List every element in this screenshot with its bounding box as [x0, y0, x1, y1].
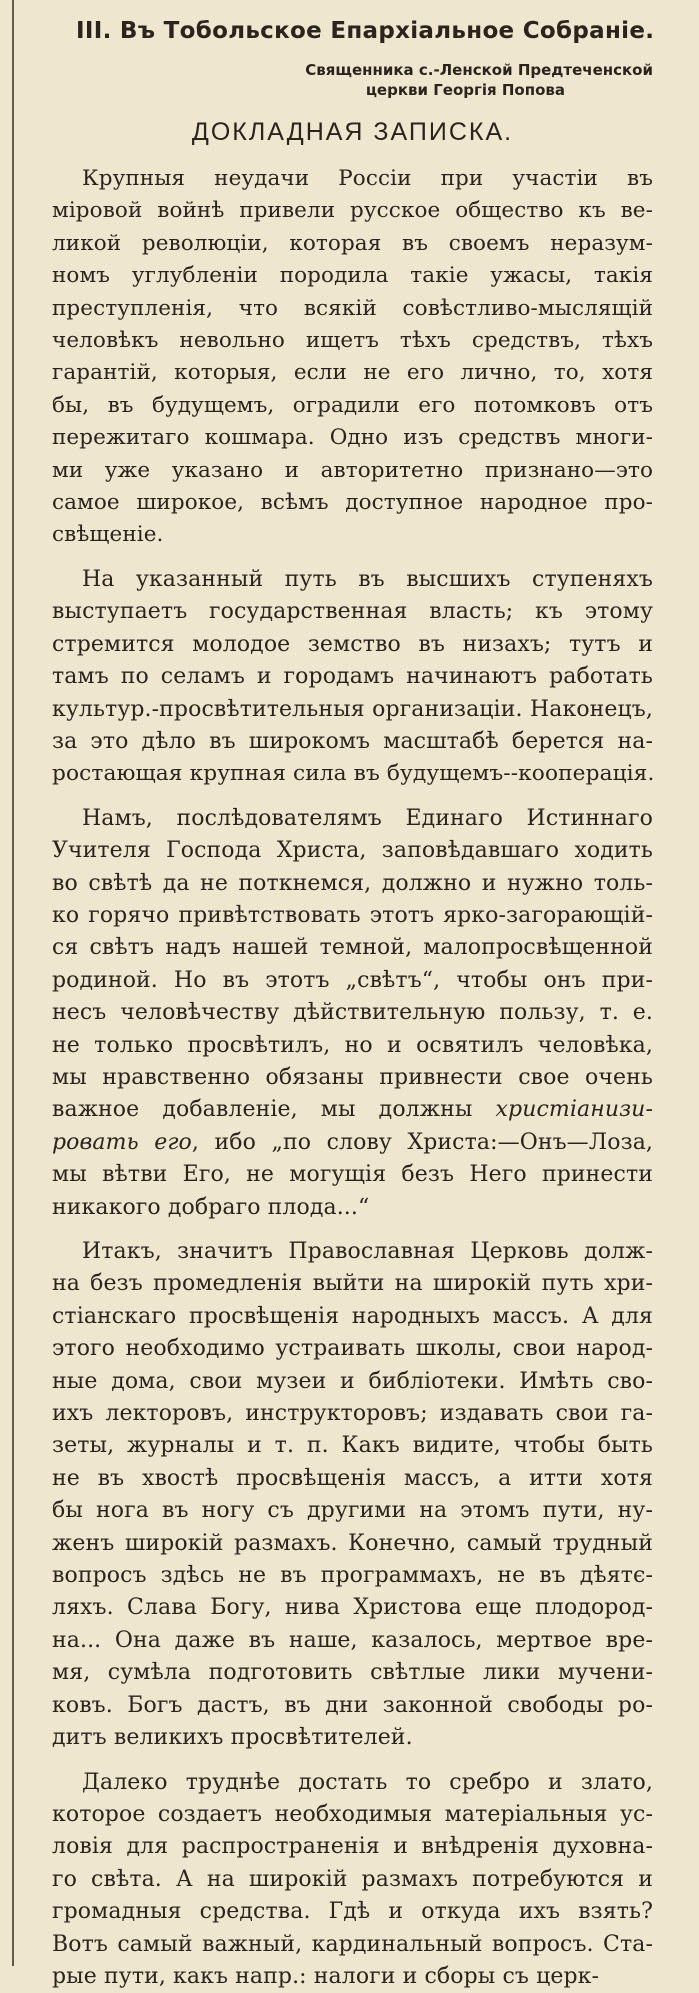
text-line: самое широкое, всѣмъ доступное народное про-: [52, 487, 653, 519]
text-line: бы нога въ ногу съ другими на этомъ пути, ну-: [52, 1495, 653, 1527]
text-line: рые пути, какъ напр.: налоги и сборы съ церк-: [52, 1961, 653, 1993]
text-line: На указанный путь въ высшихъ ступеняхъ: [52, 564, 653, 596]
text-line: мы нравственно обязаны привнести свое очень: [52, 1062, 653, 1094]
emphasis: ровать его: [52, 1130, 192, 1155]
paragraph: [52, 803, 653, 1224]
paragraph: [52, 1236, 653, 1755]
text-line: преступленія, что всякій совѣстливо-мыслящій: [52, 293, 653, 325]
text-line: Учителя Господа Христа, заповѣдавшаго ходить: [52, 835, 653, 867]
text-line: міровой войнѣ привели русское общество къ ве-: [52, 195, 653, 227]
text-line: женъ широкій размахъ. Конечно, самый трудный: [52, 1528, 653, 1560]
text-line: вопросъ здѣсь не въ программахъ, не въ дѣятє-: [52, 1560, 653, 1592]
text-line: никакого добраго плода...“: [52, 1192, 653, 1224]
text-line: пережитаго кошмара. Одно изъ средствъ многи-: [52, 422, 653, 454]
text-line: ми уже указано и авторитетно признано—это: [52, 455, 653, 487]
text-line: культур.-просвѣтительныя организаціи. Наконецъ,: [52, 694, 653, 726]
text-line: Далеко труднѣе достать то сребро и злато,: [52, 1767, 653, 1799]
text-line: ляхъ. Слава Богу, нива Христова еще плодород-: [52, 1592, 653, 1624]
text-line: важное добавленіе, мы должны христіанизи-: [52, 1094, 653, 1126]
text-line: ковъ. Богъ дастъ, въ дни законной свободы ро-: [52, 1690, 653, 1722]
text-line: номъ углубленіи породила такіе ужасы, такія: [52, 260, 653, 292]
text-line: ровать его, ибо „по слову Христа:—Онъ—Лоза,: [52, 1127, 653, 1159]
body-text: [52, 163, 653, 1993]
text-line: мя, сумѣла подготовить свѣтлые лики мучени-: [52, 1657, 653, 1689]
paragraph: [52, 1767, 653, 1993]
text-line: бы, въ будущемъ, оградили его потомковъ отъ: [52, 390, 653, 422]
text-line: го свѣта. А на широкій размахъ потребуются и: [52, 1864, 653, 1896]
author-line-2: церкви Георгія Попова: [52, 80, 653, 100]
paragraph: [52, 564, 653, 791]
text-line: тамъ по селамъ и городамъ начинаютъ работать: [52, 661, 653, 693]
text-line: во свѣтѣ да не поткнемся, должно и нужно толь-: [52, 868, 653, 900]
text-line: ликой революціи, которая въ своемъ неразум-: [52, 228, 653, 260]
text-line: ко горячо привѣтствовать этотъ ярко-загорающій-: [52, 900, 653, 932]
text-line: Итакъ, значитъ Православная Церковь долж-: [52, 1236, 653, 1268]
text-line: Намъ, послѣдователямъ Единаго Истиннаго: [52, 803, 653, 835]
text-line: зеты, журналы и т. п. Какъ видите, чтобы быть: [52, 1430, 653, 1462]
margin-rule: [12, 0, 14, 1966]
text-line: несъ человѣчеству дѣйствительную пользу, т. е.: [52, 997, 653, 1029]
paragraph: [52, 163, 653, 552]
text-line: ихъ лекторовъ, инструкторовъ; издавать свои га-: [52, 1398, 653, 1430]
text-line: на безъ промедленія выйти на широкій путь хри-: [52, 1268, 653, 1300]
text-line: человѣкъ невольно ищетъ тѣхъ средствъ, тѣхъ: [52, 325, 653, 357]
text-line: стремится молодое земство въ низахъ; тутъ и: [52, 629, 653, 661]
text-line: выступаетъ государственная власть; къ этому: [52, 596, 653, 628]
text-line: ные дома, свои музеи и библіотеки. Имѣть сво-: [52, 1366, 653, 1398]
text-line: которое создаетъ необходимыя матеріальныя ус-: [52, 1799, 653, 1831]
text-line: дитъ великихъ просвѣтителей.: [52, 1722, 653, 1754]
author-block: [52, 60, 653, 100]
text-line: родиной. Но въ этотъ „свѣтъ“, чтобы онъ при-: [52, 965, 653, 997]
document-title: ДОКЛАДНАЯ ЗАПИСКА.: [52, 118, 653, 147]
section-header: III. Въ Тобольское Епархіальное Собраніе.: [76, 18, 653, 44]
text-line: за это дѣло въ широкомъ масштабѣ берется на-: [52, 726, 653, 758]
emphasis: христіанизи-: [496, 1097, 653, 1122]
text-line: свѣщеніе.: [52, 519, 653, 551]
text-line: гарантій, которыя, если не его лично, то, хотя: [52, 357, 653, 389]
text-line: Крупныя неудачи Россіи при участіи въ: [52, 163, 653, 195]
text-line: не въ хвостѣ просвѣщенія массъ, а итти хотя: [52, 1463, 653, 1495]
text-line: стіанскаго просвѣщенія народныхъ массъ. А для: [52, 1301, 653, 1333]
text-line: не только просвѣтилъ, но и освятилъ человѣка,: [52, 1030, 653, 1062]
text-line: на... Она даже въ наше, казалось, мертвое вре-: [52, 1625, 653, 1657]
text-line: громадныя средства. Гдѣ и откуда ихъ взять?: [52, 1896, 653, 1928]
text-line: ся свѣтъ надъ нашей темной, малопросвѣщенной: [52, 932, 653, 964]
text-line: мы вѣтви Его, не могущія безъ Него принести: [52, 1159, 653, 1191]
text-line: этого необходимо устраивать школы, свои народ-: [52, 1333, 653, 1365]
text-line: ростающая крупная сила въ будущемъ--кооперація.: [52, 758, 653, 790]
author-line-1: Священника с.-Ленской Предтеченской: [52, 60, 653, 80]
text-line: Вотъ самый важный, кардинальный вопросъ. Ста-: [52, 1929, 653, 1961]
text-line: ловія для распространенія и внѣдренія духовна-: [52, 1831, 653, 1863]
